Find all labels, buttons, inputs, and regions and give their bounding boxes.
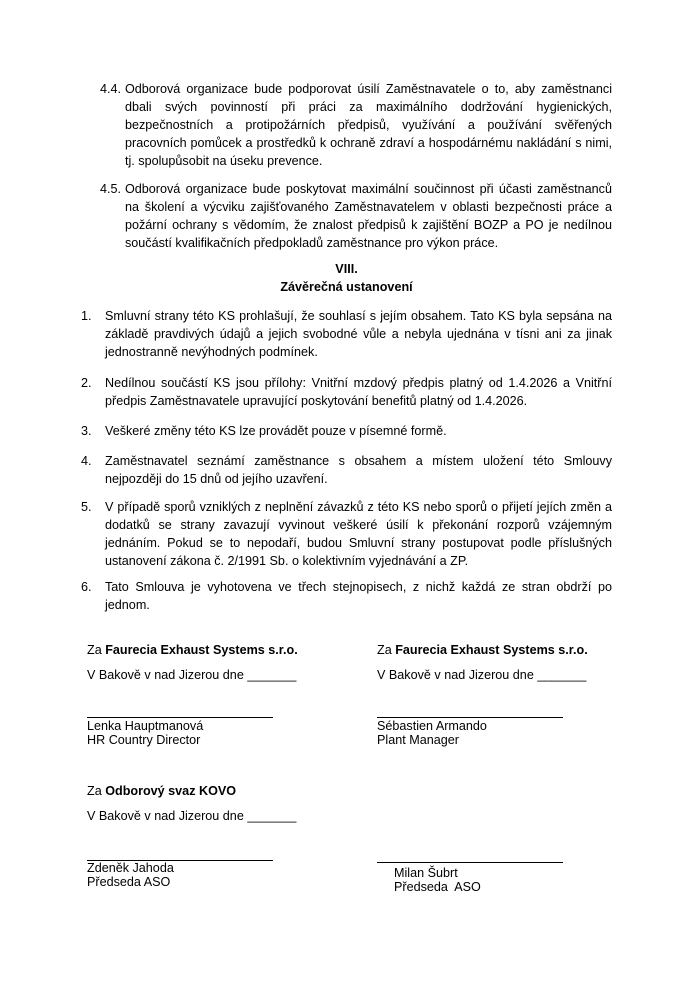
item-number-1: 1.	[81, 309, 92, 323]
item-number-2: 2.	[81, 376, 92, 390]
clause-4-5-text: Odborová organizace bude poskytovat maximální součinnost při účasti zaměstnanců na školení a výcviku zajišťovaného Zaměstnavatelem v oblasti bezpečnosti práce a požární ochrany s vědomím, že znalost předpisů k zajištění BOZP a PO je nedílnou součástí kvalifikačních předpokladů zaměstnance pro výkon práce.	[125, 182, 612, 250]
signer-2-name: Sébastien Armando	[377, 719, 487, 733]
za-label: Za	[377, 643, 396, 657]
place-date-right: V Bakově v nad Jizerou dne _______	[377, 668, 587, 682]
item-number-3: 3.	[81, 424, 92, 438]
clause-number-4-4: 4.4.	[100, 82, 122, 96]
company-right-heading	[377, 641, 588, 659]
section-title: Závěrečná ustanovení	[280, 280, 413, 294]
item-number-5: 5.	[81, 500, 92, 514]
item-4-text: Zaměstnavatel seznámí zaměstnance s obsahem a místem uložení této Smlouvy nejpozději do 15 dnů od jejího uzavření.	[105, 454, 612, 486]
item-5-text: V případě sporů vzniklých z neplnění závazků z této KS nebo sporů o přijetí jejích změn a dodatků se strany zavazují vyvinout veškeré úsilí k překonání rozporů vzájemným jednáním. Pokud se to nepodaří, budou Smluvní strany postupovat podle příslušných ustanovení zákona č. 2/1991 Sb. o kolektivním vyjednávání a ZP.	[105, 500, 612, 568]
za-label: Za	[87, 643, 106, 657]
section-number: VIII.	[335, 262, 358, 276]
signer-2-role: Plant Manager	[377, 733, 459, 747]
clause-4-4-text: Odborová organizace bude podporovat úsilí Zaměstnavatele o to, aby zaměstnanci dbali svých povinností při práci za maximálního dodržování hygienických, bezpečnostních a protipožárních předpisů, využívání a používání svěřených pracovních pomůcek a prostředků k ochraně zdraví a hospodárnému nakládání s nimi, tj. spolupůsobit na úseku prevence.	[125, 82, 612, 168]
company-right-name: Faurecia Exhaust Systems s.r.o.	[395, 643, 588, 657]
company-left-heading	[87, 641, 298, 659]
signer-1-name: Lenka Hauptmanová	[87, 719, 204, 733]
clause-number-4-5: 4.5.	[100, 182, 122, 196]
item-number-6: 6.	[81, 580, 92, 594]
item-2-text: Nedílnou součástí KS jsou přílohy: Vnitřní mzdový předpis platný od 1.4.2026 a Vnitřní předpis Zaměstnavatele upravující poskytování benefitů platný od 1.4.2026.	[105, 376, 612, 408]
item-6-text: Tato Smlouva je vyhotovena ve třech stejnopisech, z nichž každá ze stran obdrží po jednom.	[105, 580, 612, 612]
item-1-text: Smluvní strany této KS prohlašují, že souhlasí s jejím obsahem. Tato KS byla sepsána na základě pravdivých údajů a jejich svobodné vůle a nebyla ujednána v tísni ani za jinak jednostranně nevýhodných podmínek.	[105, 309, 612, 359]
place-date-union: V Bakově v nad Jizerou dne _______	[87, 809, 297, 823]
item-3-text: Veškeré změny této KS lze provádět pouze v písemné formě.	[105, 424, 447, 438]
union-heading	[87, 782, 236, 800]
place-date-left: V Bakově v nad Jizerou dne _______	[87, 668, 297, 682]
signer-3-role: Předseda ASO	[87, 875, 171, 889]
signer-1-role: HR Country Director	[87, 733, 201, 747]
signer-4-role: Předseda ASO	[394, 880, 481, 894]
union-name: Odborový svaz KOVO	[105, 784, 237, 798]
item-number-4: 4.	[81, 454, 92, 468]
signer-4-name: Milan Šubrt	[394, 866, 458, 880]
signature-line-4	[377, 862, 563, 863]
company-left-name: Faurecia Exhaust Systems s.r.o.	[105, 643, 298, 657]
signer-3-name: Zdeněk Jahoda	[87, 861, 174, 875]
za-label: Za	[87, 784, 106, 798]
